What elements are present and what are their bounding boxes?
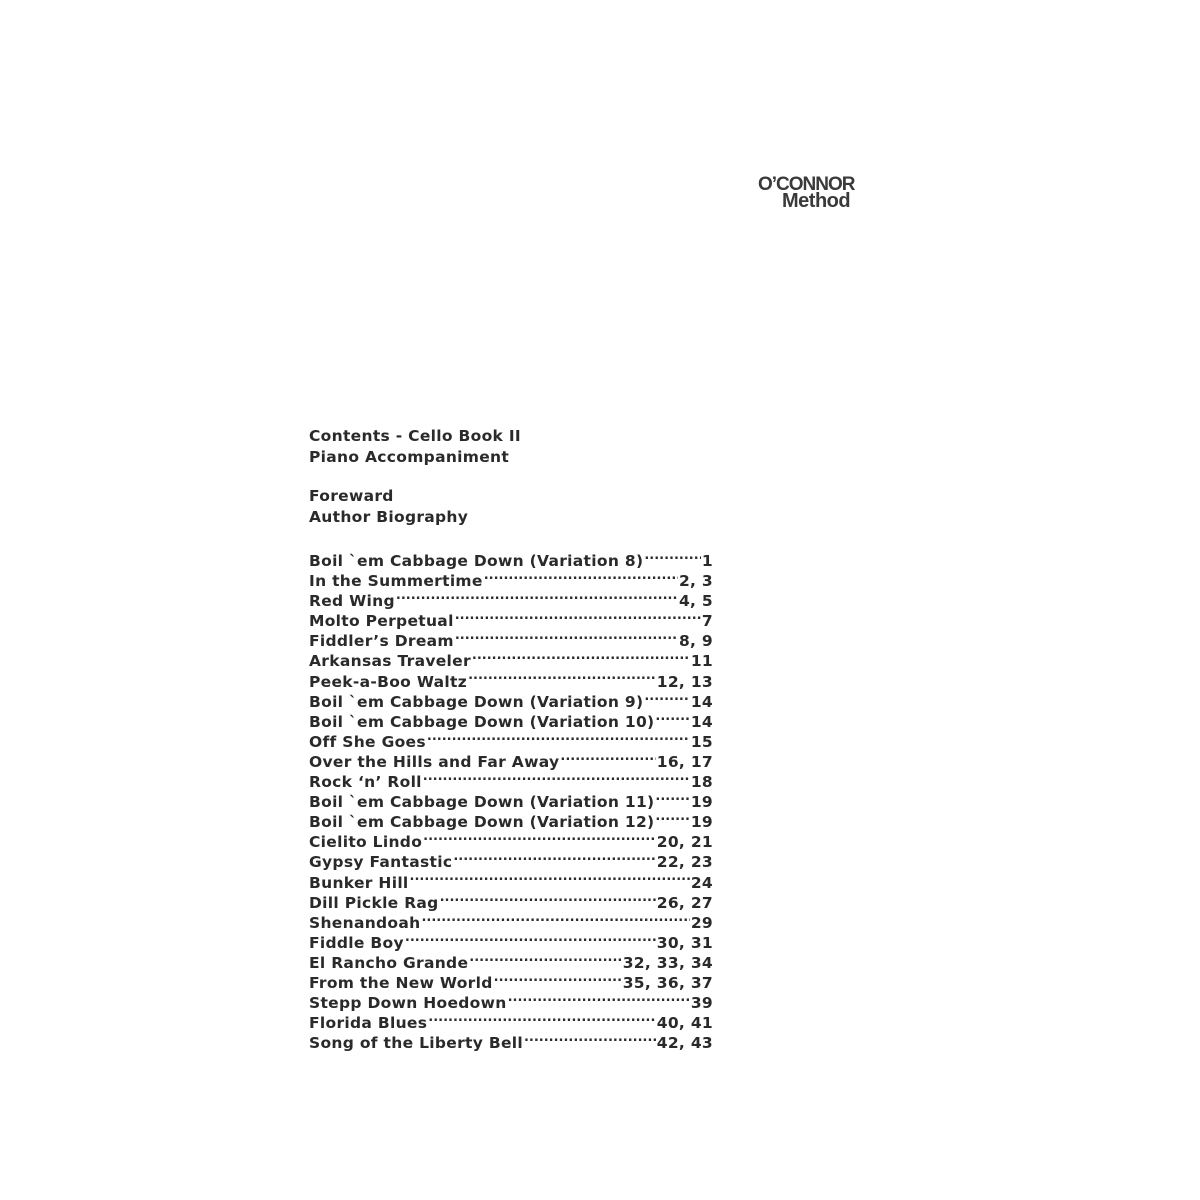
toc-leader-dots	[472, 646, 690, 666]
toc-leader-dots	[440, 888, 656, 908]
toc-entry-title: Arkansas Traveler	[309, 652, 471, 671]
toc-entry-title: Cielito Lindo	[309, 833, 423, 852]
toc-entry-pages: 7	[701, 612, 713, 631]
toc-entry-title: Stepp Down Hoedown	[309, 994, 507, 1013]
toc-leader-dots	[423, 827, 656, 847]
toc-leader-dots	[644, 687, 690, 707]
toc-leader-dots	[423, 767, 690, 787]
toc-leader-dots	[524, 1028, 656, 1048]
toc-entry-pages: 39	[690, 994, 713, 1013]
toc-entry-title: Fiddler’s Dream	[309, 632, 454, 651]
toc-entry-title: Boil `em Cabbage Down (Variation 9)	[309, 692, 644, 711]
toc-entry-pages: 19	[690, 793, 713, 812]
toc-entry-title: Bunker Hill	[309, 873, 409, 892]
toc-leader-dots	[427, 727, 690, 747]
toc-entry-pages: 40, 41	[656, 1014, 713, 1033]
toc-leader-dots	[560, 747, 655, 767]
toc-entry-title: Red Wing	[309, 592, 395, 611]
toc-entry-title: Boil `em Cabbage Down (Variation 11)	[309, 793, 655, 812]
logo-line-oconnor: O’CONNOR	[758, 174, 855, 195]
toc-entry-title: Boil `em Cabbage Down (Variation 8)	[309, 552, 644, 570]
toc-leader-dots	[655, 787, 689, 807]
toc-entry-pages: 29	[690, 913, 713, 932]
front-matter-foreward: Foreward	[309, 487, 394, 505]
toc-entry-pages: 20, 21	[656, 833, 713, 852]
toc-leader-dots	[455, 606, 701, 626]
toc-entry-pages: 2, 3	[678, 572, 713, 591]
toc-leader-dots	[508, 988, 690, 1008]
spacer	[309, 467, 713, 486]
toc-entry-pages: 24	[690, 873, 713, 892]
toc-leader-dots	[468, 667, 656, 687]
toc-entry-pages: 14	[690, 712, 713, 731]
toc-leader-dots	[484, 566, 678, 586]
toc-entry-title: Song of the Liberty Bell	[309, 1034, 523, 1053]
toc-entry-title: Molto Perpetual	[309, 612, 454, 631]
oconnor-method-logo	[752, 174, 902, 220]
front-matter-author-biography: Author Biography	[309, 507, 469, 526]
toc-entry-title: Fiddle Boy	[309, 933, 404, 952]
toc-entry-title: Boil `em Cabbage Down (Variation 12)	[309, 813, 655, 832]
toc-entry-pages: 18	[690, 773, 713, 792]
toc-entry-title: Florida Blues	[309, 1014, 428, 1033]
toc-entry-title: Boil `em Cabbage Down (Variation 10)	[309, 712, 655, 731]
toc-leader-dots	[396, 586, 678, 606]
toc-leader-dots	[655, 707, 689, 727]
toc-entry-pages: 4, 5	[678, 592, 713, 611]
spacer	[309, 527, 713, 546]
toc-entry-title: Off She Goes	[309, 732, 426, 751]
toc-entry-title: Gypsy Fantastic	[309, 853, 453, 872]
toc-list	[309, 546, 713, 1053]
toc-entry-title: Peek-a-Boo Waltz	[309, 672, 468, 691]
toc-leader-dots	[494, 968, 622, 988]
toc-leader-dots	[644, 546, 701, 566]
table-of-contents	[309, 426, 713, 1053]
toc-entry-pages: 11	[690, 652, 713, 671]
toc-entry-pages: 19	[690, 813, 713, 832]
contents-subtitle: Piano Accompaniment	[309, 447, 510, 466]
toc-entry-pages: 14	[690, 692, 713, 711]
toc-entry-pages: 35, 36, 37	[622, 973, 713, 992]
toc-entry-pages: 32, 33, 34	[622, 953, 713, 972]
toc-entry	[309, 546, 713, 570]
toc-entry-title: Rock ‘n’ Roll	[309, 773, 422, 792]
toc-entry-pages: 30, 31	[656, 933, 713, 952]
logo-line-method: Method	[782, 190, 851, 212]
toc-entry-title: El Rancho Grande	[309, 953, 469, 972]
toc-entry-title: From the New World	[309, 973, 493, 992]
toc-leader-dots	[655, 807, 689, 827]
toc-entry-title: Shenandoah	[309, 913, 421, 932]
toc-entry-pages: 8, 9	[678, 632, 713, 651]
toc-entry-pages: 15	[690, 732, 713, 751]
toc-entry-pages: 22, 23	[656, 853, 713, 872]
toc-leader-dots	[428, 1008, 656, 1028]
toc-entry-pages: 12, 13	[656, 672, 713, 691]
toc-leader-dots	[455, 626, 678, 646]
toc-leader-dots	[421, 908, 689, 928]
toc-leader-dots	[453, 847, 655, 867]
contents-title: Contents - Cello Book II	[309, 427, 521, 445]
toc-entry-pages: 42, 43	[656, 1034, 713, 1053]
toc-leader-dots	[405, 928, 656, 948]
toc-entry-pages: 26, 27	[656, 893, 713, 912]
toc-leader-dots	[410, 868, 690, 888]
toc-entry-title: Dill Pickle Rag	[309, 893, 439, 912]
toc-entry-title: In the Summertime	[309, 572, 483, 591]
toc-leader-dots	[469, 948, 621, 968]
toc-entry-pages: 1	[701, 552, 713, 570]
toc-entry-title: Over the Hills and Far Away	[309, 752, 560, 771]
toc-entry-pages: 16, 17	[656, 752, 713, 771]
